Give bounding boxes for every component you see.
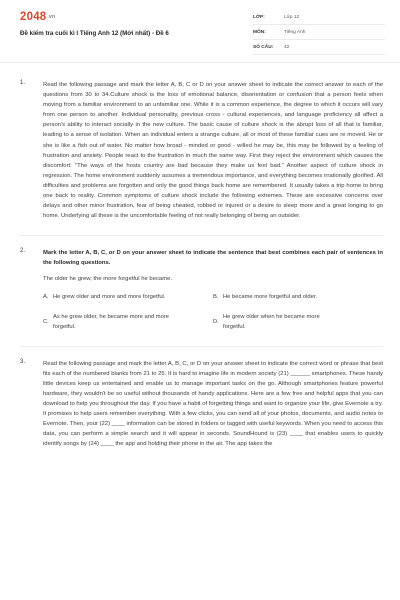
site-logo[interactable] (20, 11, 55, 23)
option-letter: D. (213, 318, 219, 325)
option-text: He grew older and more and more forgetful. (53, 293, 166, 300)
divider (20, 346, 383, 347)
logo-text: 2048 (20, 11, 47, 23)
question-number: 1. (20, 80, 26, 86)
exam-info (253, 10, 385, 55)
option-letter: A. (43, 293, 49, 300)
meta-value: Lớp 12 (284, 14, 300, 20)
answer-options (43, 292, 383, 332)
logo-suffix: .vn (47, 13, 56, 20)
meta-value: 42 (284, 44, 290, 50)
option-letter: C. (43, 318, 49, 325)
meta-row-class (253, 10, 385, 25)
question-text: Read the following passage and mark the letter A, B, C, or D on your answer sheet to indicate the correct word or phrase that best fits each of the numbered blanks from 21 to 25. It is hard to imagine life in modern society (21) ______ smartphones. These handy little devices keep us entertained and enable us to manage important tasks on the go. Although smartphones feature powerful hardware, they wouldn't be so useful without thousands of handy applications. Here are a few free and helpful apps that you can download to help you throughout the day. If you have a habit of forgetting things and want to organize your life, give Evernote a try. It promises to help users remember everything. With a few clicks, you can send all of your photos, documents, and audio notes to Evernote. Then, your (22) ____ information can be stored in folders or tagged with useful keywords. When you need to access this data, you can perform a simple search and it will appear in seconds. SoundHound is (23) ____ that enables users to quickly identify songs by (24) ____ the app and holding their phone in the air. The app takes the (43, 360, 383, 448)
page-header (0, 0, 400, 63)
option-text: As he grew older, he became more and more forgetful. (53, 313, 169, 330)
option-b[interactable] (213, 292, 383, 302)
option-c[interactable] (43, 312, 213, 332)
meta-label: MÔN: (253, 29, 266, 35)
meta-row-count (253, 40, 385, 55)
question-text: Mark the letter A, B, C, or D on your answer sheet to indicate the sentence that best combines each pair of sentences in the following questions. (43, 250, 383, 267)
question-text: Read the following passage and mark the letter A, B, C or D on your answer sheet to indicate the correct answer to each of the questions from 30 to 34.Culture shock is the loss of emotional balance, disorientation or confusion that a person feels when moving from a familiar environment to an unfamiliar one. While it is a common experience, the degree to which it occurs will vary from one person to another. Individual personality, previous cross - cultural experiences, and language proficiency all affect a person's ability to interact socially in the new culture. The basic cause of culture shock is the abrupt loss of all that is familiar, leading to a sense of isolation. When an individual enters a strange culture, all or most of these familiar cues are re moved. He or she is like a fish out of water. No matter how broad - minded or good - willed he may be, this may be followed by a feeling of frustration and anxiety. People react to the frustration in much the same way. First they reject the environment which causes the discomfort: "The ways of the hosts country are bad because they make us feel bad." Another aspect of culture shock in regression. The home environment suddenly assumes a tremendous importance, and everything becomes irrationally glorified. All difficulties and problems are forgotten and only the good things back home are remembered. It usually takes a trip home to bring one back to reality. Common symptoms of culture shock include the following extremes. These are excessive concerns over delays and other minor frustration, fear of being cheated, robbed or injured or a desire to sleep more and a great longing to go home. Underlying all these is the uncomfortable feeling of not really belonging of being an outsider. (43, 82, 383, 220)
option-text: He became more forgetful and older. (223, 293, 318, 300)
meta-label: SỐ CÂU: (253, 44, 274, 50)
option-text: He grew older when he became more forgetful. (223, 313, 320, 330)
divider (20, 235, 383, 236)
option-a[interactable] (43, 292, 213, 302)
question-number: 2. (20, 248, 26, 255)
question-item (20, 359, 383, 450)
option-d[interactable] (213, 312, 383, 332)
question-list (0, 63, 400, 449)
page-title: Đề kiểm tra cuối kì I Tiếng Anh 12 (Mới nhất) - Đề 6 (20, 30, 169, 37)
question-item (20, 80, 383, 221)
meta-label: LỚP: (253, 14, 265, 20)
question-item (20, 248, 383, 331)
option-letter: B. (213, 293, 219, 300)
question-number: 3. (20, 358, 26, 365)
meta-value: Tiếng Anh (284, 29, 306, 35)
meta-row-subject (253, 25, 385, 40)
question-sentence: The older he grew, the more forgetful he became. (43, 275, 173, 282)
